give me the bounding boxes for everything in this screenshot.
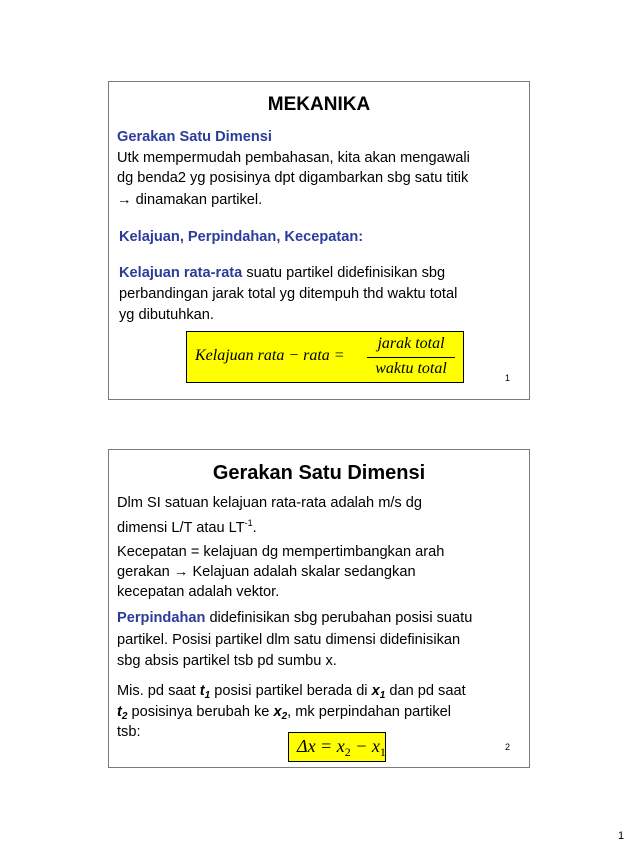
formula-delta-part: Δx = x	[297, 736, 345, 756]
p4-line-2	[117, 702, 451, 727]
p2-line-3: kecepatan adalah vektor.	[117, 584, 280, 600]
definition-line-1	[119, 263, 445, 283]
p2-line-1: Kecepatan = kelajuan dg mempertimbangkan arah	[117, 544, 445, 560]
perpindahan-term: Perpindahan	[117, 610, 206, 626]
p4-sub-x1: 1	[379, 690, 386, 701]
p4-text-e: , mk perpindahan partikel	[287, 704, 452, 720]
document-page-number: 1	[618, 830, 625, 842]
intro-line-3: → dinamakan partikel.	[117, 192, 263, 208]
slide-2	[108, 449, 530, 768]
slide-1	[108, 81, 530, 400]
slide-1-heading: Gerakan Satu Dimensi	[117, 129, 272, 145]
kelajuan-formula	[186, 331, 464, 383]
formula-numerator: jarak total	[377, 335, 445, 352]
p3-line-3: sbg absis partikel tsb pd sumbu x.	[117, 653, 337, 669]
p3-line-2: partikel. Posisi partikel dlm satu dimensi didefinisikan	[117, 632, 461, 648]
formula-minus-part: − x	[350, 736, 380, 756]
p4-x2: x	[273, 704, 282, 720]
p4-sub-1: 1	[204, 690, 211, 701]
p3-line-1	[117, 608, 472, 628]
definition-text: suatu partikel didefinisikan sbg	[242, 265, 446, 281]
slide-2-page-number: 2	[505, 742, 511, 752]
slide-1-subheading: Kelajuan, Perpindahan, Kecepatan:	[119, 229, 364, 245]
p2-line-2: gerakan → Kelajuan adalah skalar sedangkan	[117, 564, 416, 580]
p4-t2: t	[117, 704, 122, 720]
p1-line-2-text: dimensi L/T atau LT	[117, 519, 245, 536]
p1-superscript: -1	[244, 518, 253, 528]
definition-line-3: yg dibutuhkan.	[119, 307, 214, 323]
p4-line-3: tsb:	[117, 724, 141, 740]
intro-line-1: Utk mempermudah pembahasan, kita akan mengawali	[117, 150, 470, 166]
p1-line-1: Dlm SI satuan kelajuan rata-rata adalah m/s dg	[117, 495, 423, 511]
p4-text-c: dan pd saat	[385, 683, 466, 699]
displacement-expression	[297, 736, 386, 760]
p1-line-2	[117, 513, 257, 538]
formula-denominator: waktu total	[375, 360, 447, 377]
p1-end: .	[252, 519, 257, 536]
p4-text-a: Mis. pd saat	[117, 683, 200, 699]
fraction-bar	[367, 357, 455, 358]
definition-line-2: perbandingan jarak total yg ditempuh thd waktu total	[119, 286, 458, 302]
p4-text-b: posisi partikel berada di	[210, 683, 372, 699]
slide-1-title: MEKANIKA	[267, 94, 371, 115]
p4-x1: x	[371, 683, 380, 699]
p3-line-1-text: didefinisikan sbg perubahan posisi suatu	[205, 610, 473, 626]
displacement-formula	[288, 732, 386, 762]
formula-sub-2: 2	[344, 745, 351, 759]
slide-2-title: Gerakan Satu Dimensi	[212, 462, 426, 484]
slide-1-page-number: 1	[505, 373, 511, 383]
p4-t1: t	[199, 683, 205, 699]
p4-sub-x2: 2	[281, 711, 288, 722]
p4-text-d: posisinya berubah ke	[127, 704, 274, 720]
p4-sub-2: 2	[121, 711, 128, 722]
formula-lhs: Kelajuan rata − rata =	[195, 347, 345, 364]
intro-line-2: dg benda2 yg posisinya dpt digambarkan sbg satu titik	[117, 170, 469, 186]
formula-sub-1: 1	[379, 745, 386, 759]
definition-term: Kelajuan rata-rata	[119, 265, 243, 281]
